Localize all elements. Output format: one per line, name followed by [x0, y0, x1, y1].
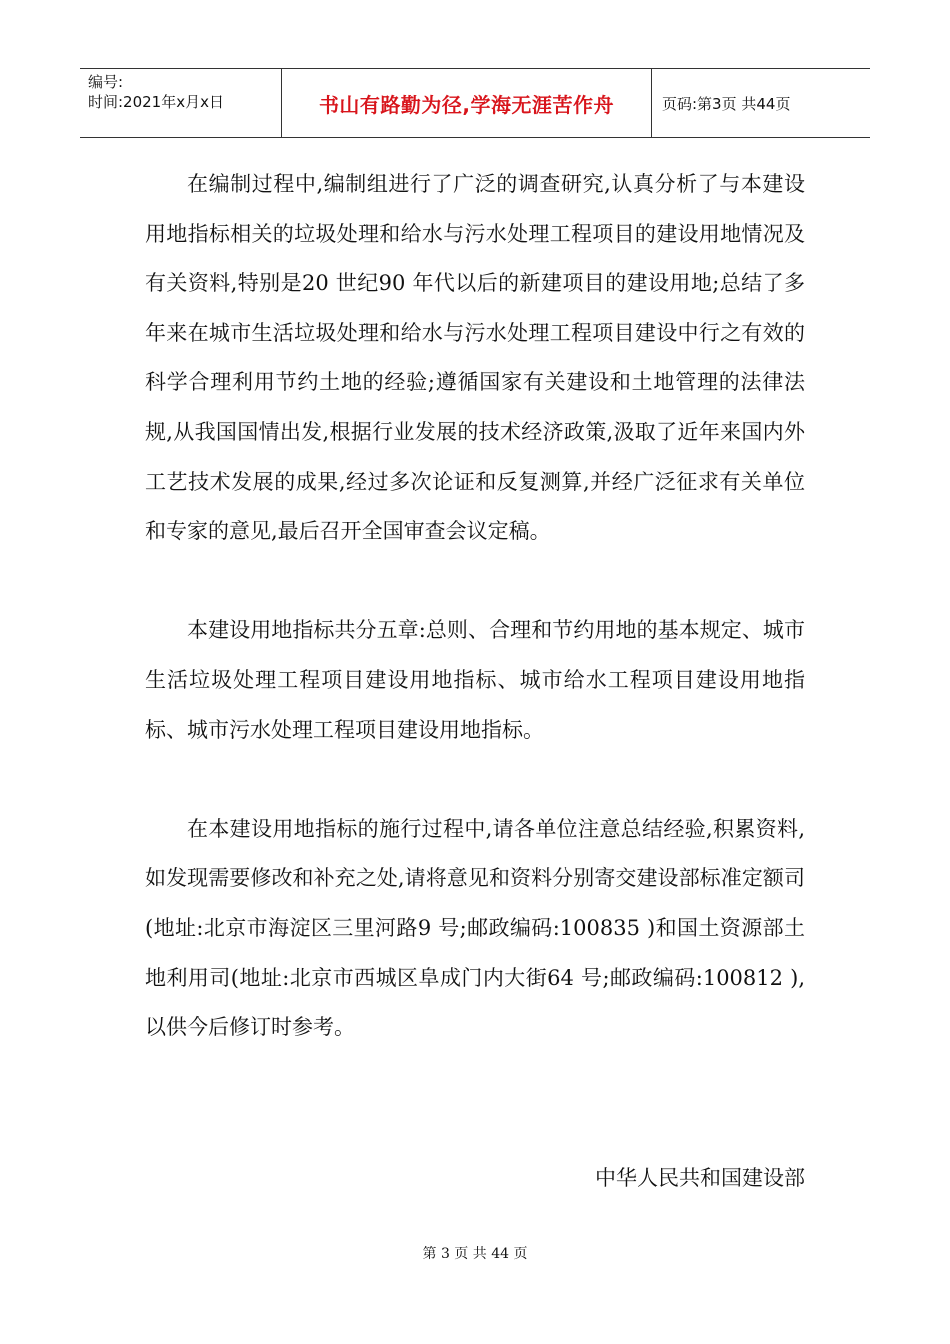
page-info: 页码:第3页 共44页 [662, 94, 791, 113]
page-header [80, 68, 870, 138]
paragraph-gap [145, 755, 805, 805]
page-footer: 第 3 页 共 44 页 [422, 1246, 528, 1262]
paragraph-2: 本建设用地指标共分五章:总则、合理和节约用地的基本规定、城市生活垃圾处理工程项目建设用地指标、城市给水工程项目建设用地指标、城市污水处理工程项目建设用地指标。 [145, 618, 805, 742]
document-body [145, 160, 805, 1053]
header-right-cell [652, 69, 870, 137]
header-motto: 书山有路勤为径,学海无涯苦作舟 [318, 92, 615, 117]
time-label: 时间:2021年x月x日 [88, 93, 224, 111]
paragraph-3: 在本建设用地指标的施行过程中,请各单位注意总结经验,积累资料,如发现需要修改和补充之处,请将意见和资料分别寄交建设部标准定额司(地址:北京市海淀区三里河路9 号;邮政编码:100835 )和国土资源部土地利用司(地址:北京市西城区阜成门内大街64 号;邮政编码:100812 ),以供今后修订时参考。 [145, 816, 805, 1040]
number-label: 编号: [88, 73, 124, 91]
paragraph-1: 在编制过程中,编制组进行了广泛的调查研究,认真分析了与本建设用地指标相关的垃圾处理和给水与污水处理工程项目的建设用地情况及有关资料,特别是20 世纪90 年代以后的新建项目的建设用地;总结了多年来在城市生活垃圾处理和给水与污水处理工程项目建设中行之有效的科学合理利用节约土地的经验;遵循国家有关建设和土地管理的法律法规,从我国国情出发,根据行业发展的技术经济政策,汲取了近年来国内外工艺技术发展的成果,经过多次论证和反复测算,并经广泛征求有关单位和专家的意见,最后召开全国审查会议定稿。 [145, 172, 805, 544]
header-middle-cell [282, 69, 652, 137]
header-left-cell [80, 69, 282, 137]
signature-issuer: 中华人民共和国建设部 [595, 1166, 805, 1190]
paragraph-gap [145, 557, 805, 607]
